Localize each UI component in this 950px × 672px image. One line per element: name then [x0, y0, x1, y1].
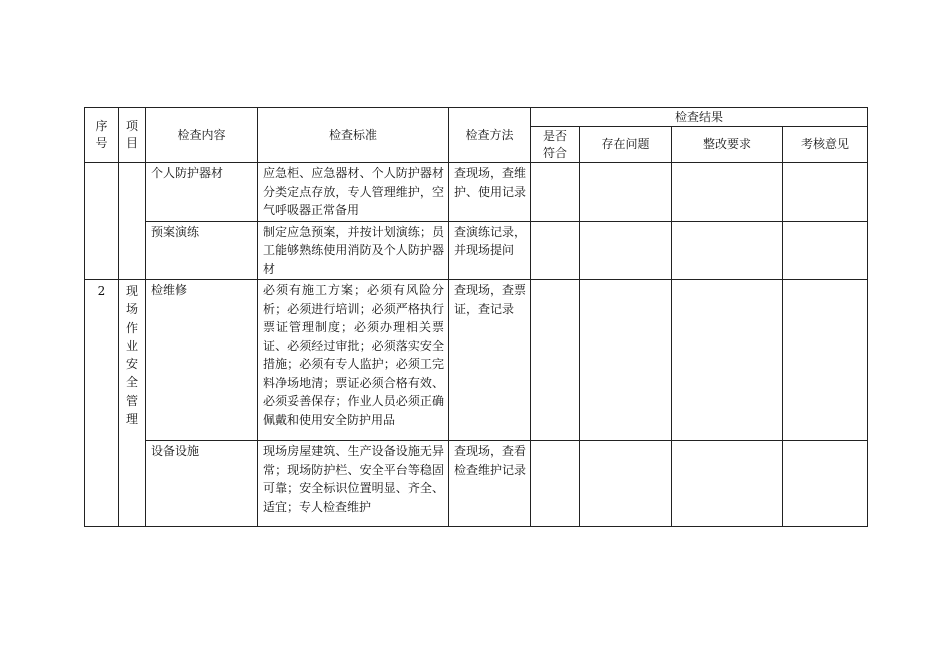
opinion-cell[interactable] — [783, 441, 868, 527]
header-result: 检查结果 — [531, 108, 868, 127]
issues-cell[interactable] — [580, 221, 672, 280]
item-char: 场 — [125, 302, 138, 317]
header-item: 项目 — [119, 108, 146, 163]
table-row — [85, 163, 868, 222]
rectify-cell[interactable] — [672, 221, 783, 280]
standard-cell: 应急柜、应急器材、个人防护器材分类定点存放，专人管理维护，空气呼吸器正常备用 — [258, 163, 449, 222]
content-cell: 设备设施 — [146, 441, 258, 527]
item-char: 作 — [125, 320, 138, 335]
seq-cell: 2 — [85, 280, 119, 527]
header-rectify: 整改要求 — [672, 127, 783, 163]
item-char: 理 — [125, 412, 138, 427]
table-row — [85, 441, 868, 527]
issues-cell[interactable] — [580, 163, 672, 222]
compliant-cell[interactable] — [531, 280, 580, 441]
issues-cell[interactable] — [580, 441, 672, 527]
standard-cell: 现场房屋建筑、生产设备设施无异常；现场防护栏、安全平台等稳固可靠；安全标识位置明显、齐全、适宜；专人检查维护 — [258, 441, 449, 527]
method-cell: 查现场，查看检查维护记录 — [449, 441, 531, 527]
compliant-cell[interactable] — [531, 163, 580, 222]
header-seq: 序号 — [85, 108, 119, 163]
standard-cell: 必须有施工方案；必须有风险分析；必须进行培训；必须严格执行票证管理制度；必须办理相关票证、必须经过审批；必须落实安全措施；必须有专人监护；必须工完料净场地清；票证必须合格有效、必须妥善保存；作业人员必须正确佩戴和使用安全防护用品 — [258, 280, 449, 441]
item-char: 管 — [125, 393, 138, 408]
content-cell: 检维修 — [146, 280, 258, 441]
item-char: 安 — [125, 357, 138, 372]
table-row — [85, 280, 868, 441]
compliant-cell[interactable] — [531, 221, 580, 280]
opinion-cell[interactable] — [783, 280, 868, 441]
compliant-cell[interactable] — [531, 441, 580, 527]
header-standard: 检查标准 — [258, 108, 449, 163]
item-cell-empty — [119, 163, 146, 280]
content-cell: 个人防护器材 — [146, 163, 258, 222]
inspection-table — [84, 107, 868, 527]
header-method: 检查方法 — [449, 108, 531, 163]
item-char: 现 — [125, 284, 138, 298]
method-cell: 查演练记录，并现场提问 — [449, 221, 531, 280]
standard-cell: 制定应急预案，并按计划演练；员工能够熟练使用消防及个人防护器材 — [258, 221, 449, 280]
item-char: 业 — [125, 338, 138, 353]
rectify-cell[interactable] — [672, 163, 783, 222]
opinion-cell[interactable] — [783, 221, 868, 280]
method-cell: 查现场，查维护、使用记录 — [449, 163, 531, 222]
header-content: 检查内容 — [146, 108, 258, 163]
issues-cell[interactable] — [580, 280, 672, 441]
header-opinion: 考核意见 — [783, 127, 868, 163]
rectify-cell[interactable] — [672, 441, 783, 527]
item-cell-vertical — [119, 280, 146, 527]
item-char: 全 — [125, 375, 138, 390]
seq-cell-empty — [85, 163, 119, 280]
header-issues: 存在问题 — [580, 127, 672, 163]
method-cell: 查现场，查票证，查记录 — [449, 280, 531, 441]
table-row — [85, 221, 868, 280]
item-label — [119, 282, 145, 428]
header-compliant: 是否符合 — [531, 127, 580, 163]
rectify-cell[interactable] — [672, 280, 783, 441]
content-cell: 预案演练 — [146, 221, 258, 280]
opinion-cell[interactable] — [783, 163, 868, 222]
